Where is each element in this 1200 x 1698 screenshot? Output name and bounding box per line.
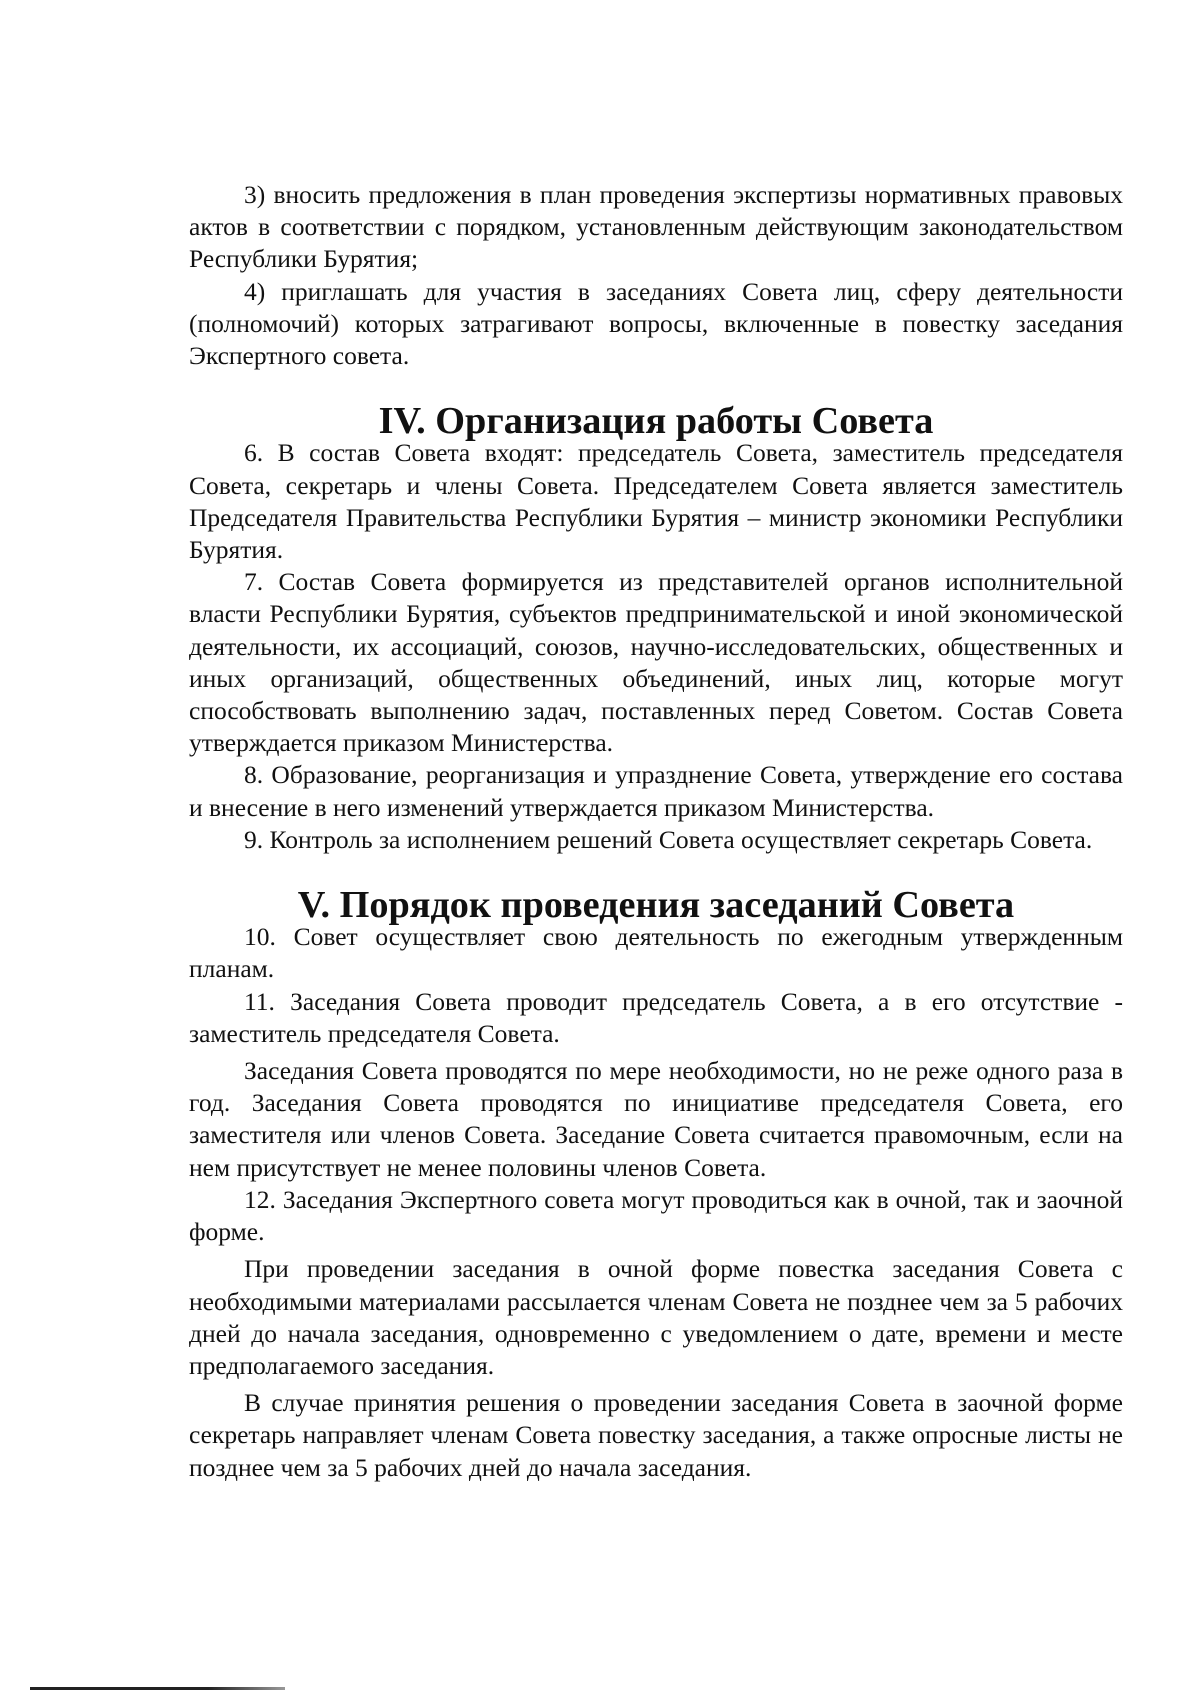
section-heading-organization: IV. Организация работы Совета bbox=[378, 400, 934, 443]
paragraph-item-3: 3) вносить предложения в план проведения экспертизы нормативных правовых актов в соответствии с порядком, установленным действующим законодательством Республики Бурятия; bbox=[189, 180, 1123, 274]
paragraph-12-in-person: При проведении заседания в очной форме повестка заседания Совета с необходимыми материалами рассылается членам Совета не позднее чем за 5 рабочих дней до начала заседания, одновременно с уведомлением о дате, времени и месте предполагаемого заседания. bbox=[189, 1254, 1123, 1380]
paragraph-7: 7. Состав Совета формируется из представителей органов исполнительной власти Республики Бурятия, субъектов предпринимательской и иной экономической деятельности, их ассоциаций, союзов, научно-исследовательских, общественных и иных организаций, общественных объединений, иных лиц, которые могут способствовать выполнению задач, поставленных перед Советом. Состав Совета утверждается приказом Министерства. bbox=[189, 567, 1123, 758]
paragraph-6: 6. В состав Совета входят: председатель Совета, заместитель председателя Совета, секретарь и члены Совета. Председателем Совета является заместитель Председателя Правительства Республики Бурятия – министр экономики Республики Бурятия. bbox=[189, 438, 1123, 565]
paragraph-item-4: 4) приглашать для участия в заседаниях Совета лиц, сферу деятельности (полномочий) которых затрагивают вопросы, включенные в повестку заседания Экспертного совета. bbox=[189, 276, 1123, 371]
paragraph-10: 10. Совет осуществляет свою деятельность по ежегодным утвержденным планам. bbox=[189, 922, 1123, 984]
paragraph-8: 8. Образование, реорганизация и упразднение Совета, утверждение его состава и внесение в него изменений утверждается приказом Министерства. bbox=[189, 760, 1123, 822]
section-heading-meetings: V. Порядок проведения заседаний Совета bbox=[297, 884, 1015, 927]
scan-edge-line bbox=[30, 1687, 285, 1690]
paragraph-11: 11. Заседания Совета проводит председатель Совета, а в его отсутствие - заместитель председателя Совета. bbox=[189, 986, 1123, 1048]
paragraph-12: 12. Заседания Экспертного совета могут проводиться как в очной, так и заочной форме. bbox=[189, 1184, 1123, 1247]
paragraph-9: 9. Контроль за исполнением решений Совета осуществляет секретарь Совета. bbox=[244, 824, 1093, 854]
document-body bbox=[189, 179, 1123, 1484]
paragraph-11-continued: Заседания Совета проводятся по мере необходимости, но не реже одного раза в год. Заседания Совета проводятся по инициативе председателя Совета, его заместителя или членов Совета. Заседание Совета считается правомочным, если на нем присутствует не менее половины членов Совета. bbox=[189, 1056, 1123, 1182]
paragraph-12-absentee: В случае принятия решения о проведении заседания Совета в заочной форме секретарь направляет членам Совета повестку заседания, а также опросные листы не позднее чем за 5 рабочих дней до начала заседания. bbox=[189, 1388, 1123, 1482]
